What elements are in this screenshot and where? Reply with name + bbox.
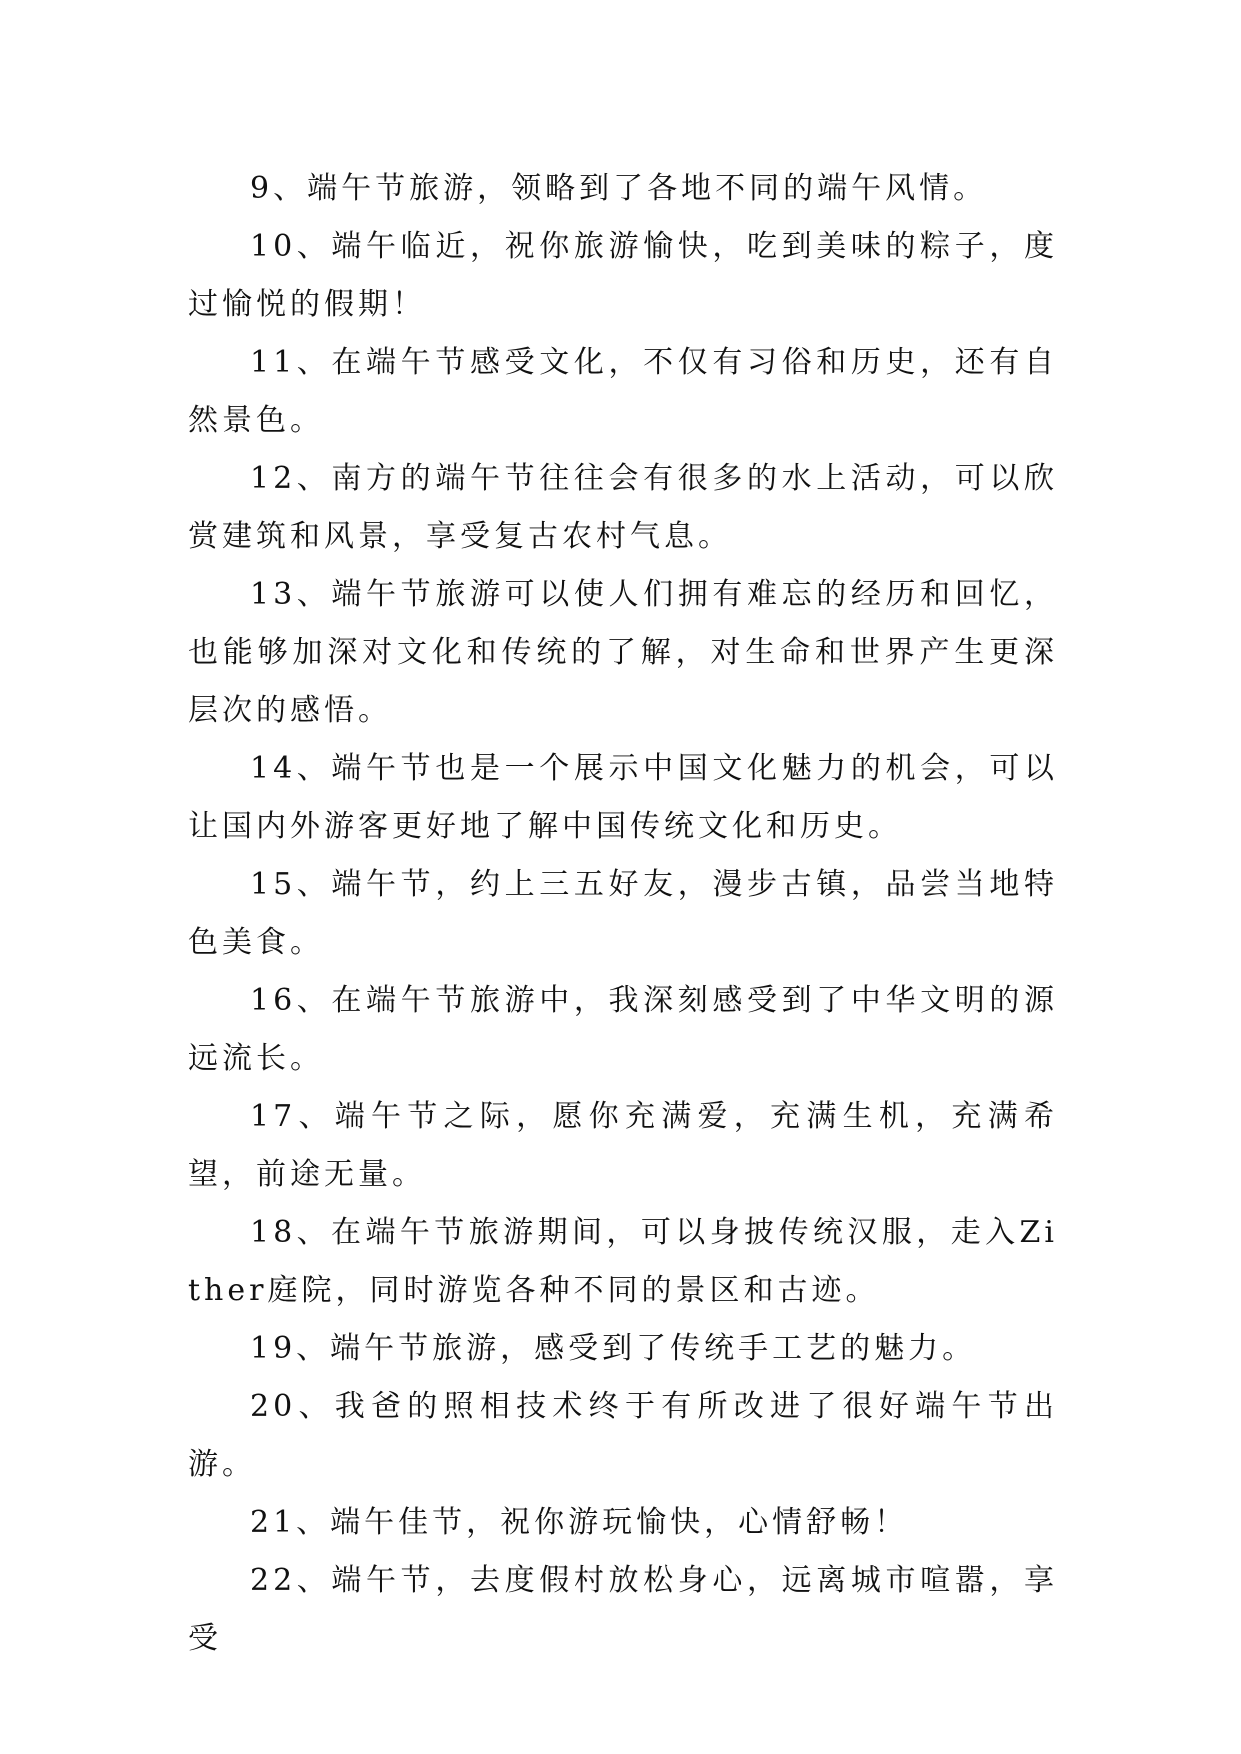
paragraph-20: 20、我爸的照相技术终于有所改进了很好端午节出游。 — [188, 1389, 1058, 1482]
paragraph-14: 14、端午节也是一个展示中国文化魅力的机会，可以让国内外游客更好地了解中国传统文化和历史。 — [188, 751, 1058, 844]
paragraph-15: 15、端午节，约上三五好友，漫步古镇，品尝当地特色美食。 — [188, 867, 1058, 960]
paragraph-17: 17、端午节之际，愿你充满爱，充满生机，充满希望，前途无量。 — [188, 1099, 1058, 1192]
paragraph-16: 16、在端午节旅游中，我深刻感受到了中华文明的源远流长。 — [188, 983, 1058, 1076]
document-body — [188, 160, 1058, 1668]
paragraph-22: 22、端午节，去度假村放松身心，远离城市喧嚣，享受 — [188, 1563, 1058, 1656]
paragraph-21: 21、端午佳节，祝你游玩愉快，心情舒畅！ — [250, 1505, 909, 1540]
paragraph-19: 19、端午节旅游，感受到了传统手工艺的魅力。 — [250, 1331, 977, 1366]
paragraph-13: 13、端午节旅游可以使人们拥有难忘的经历和回忆，也能够加深对文化和传统的了解，对生命和世界产生更深层次的感悟。 — [188, 577, 1058, 728]
paragraph-11: 11、在端午节感受文化，不仅有习俗和历史，还有自然景色。 — [188, 345, 1058, 438]
paragraph-10: 10、端午临近，祝你旅游愉快，吃到美味的粽子，度过愉悦的假期！ — [188, 229, 1058, 322]
paragraph-12: 12、南方的端午节往往会有很多的水上活动，可以欣赏建筑和风景，享受复古农村气息。 — [188, 461, 1058, 554]
paragraph-18: 18、在端午节旅游期间，可以身披传统汉服，走入Zither庭院，同时游览各种不同的景区和古迹。 — [188, 1215, 1058, 1308]
paragraph-9: 9、端午节旅游，领略到了各地不同的端午风情。 — [250, 171, 988, 206]
